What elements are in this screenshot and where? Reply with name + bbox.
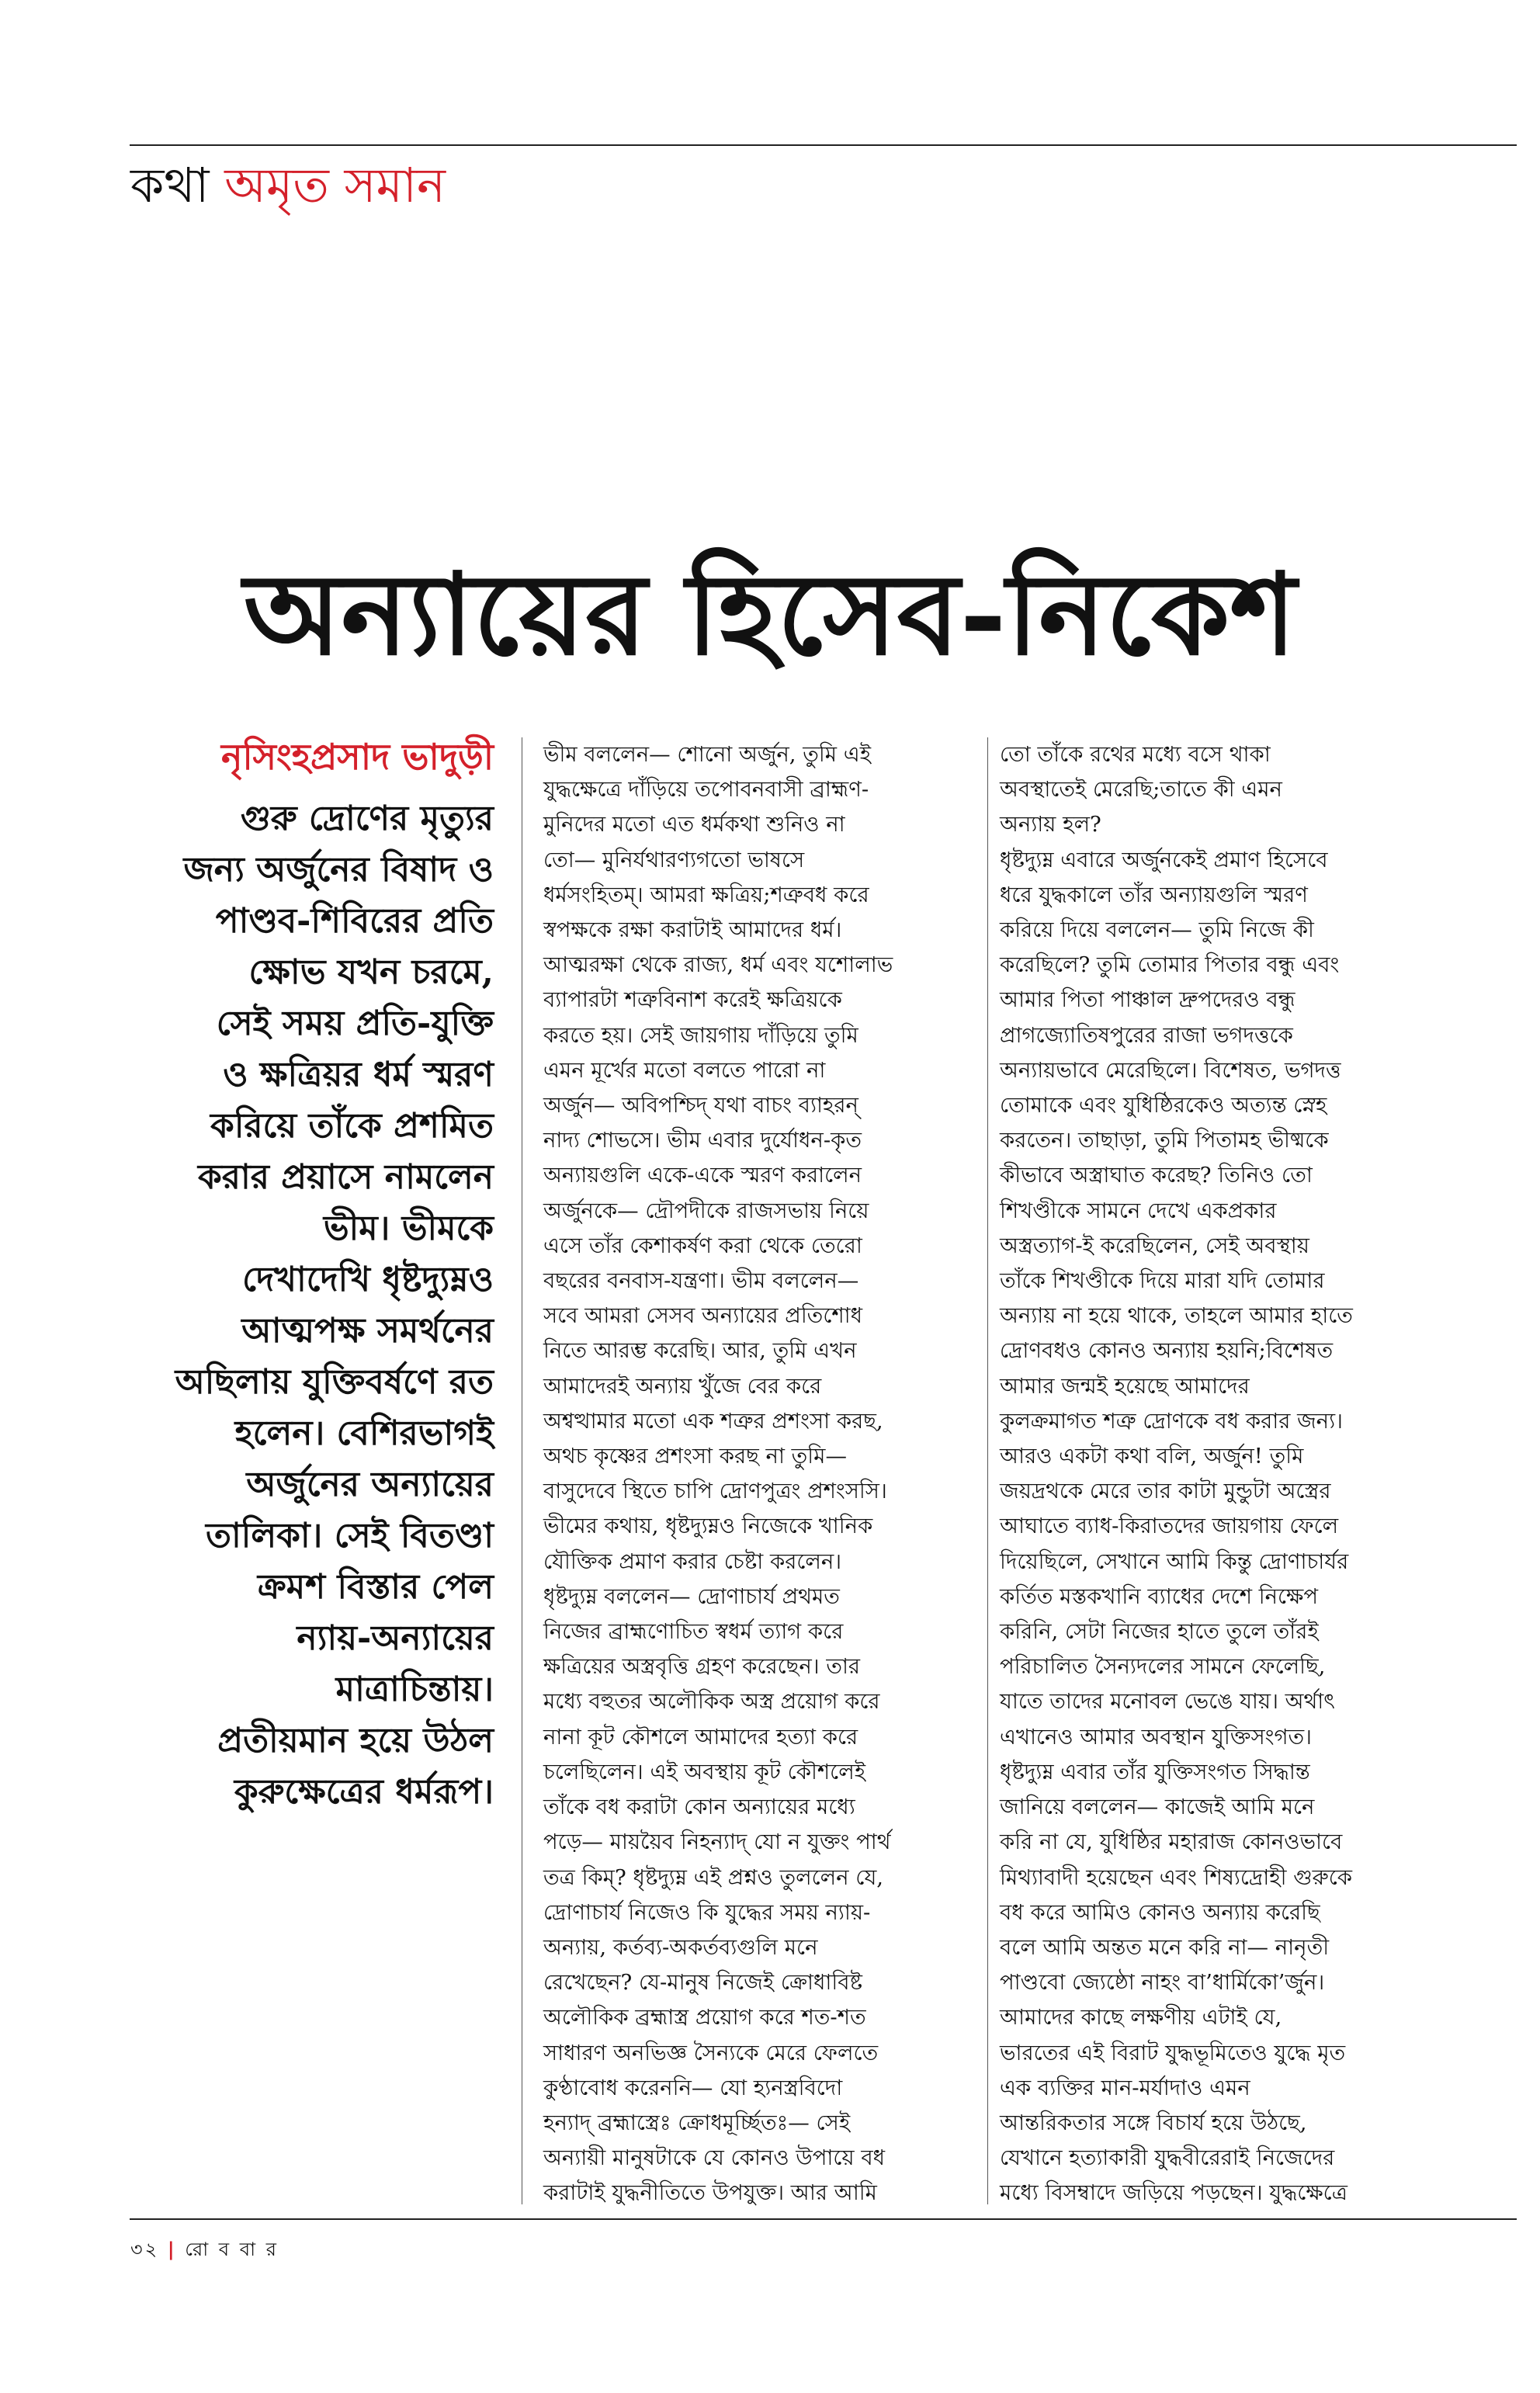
page-number: ৩২ (130, 2239, 160, 2260)
column-divider-right (987, 737, 988, 2204)
author-name: নৃসিংহপ্রসাদ ভাদুড়ী (221, 736, 494, 778)
article-headline: অন্যায়ের হিসেব-নিকেশ (243, 549, 1297, 681)
article-intro: গুরু দ্রোণের মৃত্যুর জন্য অর্জুনের বিষাদ ও পাণ্ডব-শিবিরের প্রতি ক্ষোভ যখন চরমে, সেই সময় প্রতি-যুক্তি ও ক্ষত্রিয়র ধর্ম স্মরণ করিয়ে তাঁকে প্রশমিত করার প্রয়াসে নামলেন ভীম। ভীমকে দেখাদেখি ধৃষ্টদ্যুম্নও আত্মপক্ষ সমর্থনের অছিলায় যুক্তিবর্ষণে রত হলেন। বেশিরভাগই অর্জুনের অন্যায়ের তালিকা। সেই বিতণ্ডা ক্রমশ বিস্তার পেল ন্যায়-অন্যায়ের মাত্রাচিন্তায়। প্রতীয়মান হয়ে উঠল কুরুক্ষেত্রের ধর্মরূপ। (175, 799, 494, 1812)
section-label-black: কথা (130, 157, 210, 213)
page-footer (130, 2235, 279, 2266)
footer-separator: | (167, 2239, 177, 2260)
section-header (130, 159, 446, 212)
publication-name: রো ব বা র (185, 2239, 279, 2260)
bottom-rule (130, 2218, 1517, 2220)
article-column-2: তো তাঁকে রথের মধ্যে বসে থাকা অবস্থাতেই মেরেছি;তাতে কী এমন অন্যায় হল? ধৃষ্টদ্যুম্ন এবারে অর্জুনকেই প্রমাণ হিসেবে ধরে যুদ্ধকালে তাঁর অন্যায়গুলি স্মরণ করিয়ে দিয়ে বললেন— তুমি নিজে কী করেছিলে? তুমি তোমার পিতার বন্ধু এবং আমার পিতা পাঞ্চাল দ্রুপদেরও বন্ধু প্রাগজ্যোতিষপুরের রাজা ভগদত্তকে অন্যায়ভাবে মেরেছিলে। বিশেষত, ভগদত্ত তোমাকে এবং যুধিষ্ঠিরকেও অত্যন্ত স্নেহ করতেন। তাছাড়া, তুমি পিতামহ ভীষ্মকে কীভাবে অস্ত্রাঘাত করেছ? তিনিও তো শিখণ্ডীকে সামনে দেখে একপ্রকার অস্ত্রত্যাগ-ই করেছিলেন, সেই অবস্থায় তাঁকে শিখণ্ডীকে দিয়ে মারা যদি তোমার অন্যায় না হয়ে থাকে, তাহলে আমার হাতে দ্রোণবধও কোনও অন্যায় হয়নি;বিশেষত আমার জন্মই হয়েছে আমাদের কুলক্রমাগত শত্রু দ্রোণকে বধ করার জন্য। আরও একটা কথা বলি, অর্জুন! তুমি জয়দ্রথকে মেরে তার কাটা মুন্ডুটা অস্ত্রের আঘাতে ব্যাধ-কিরাতদের জায়গায় ফেলে দিয়েছিলে, সেখানে আমি কিন্তু দ্রোণাচার্যর কর্তিত মস্তকখানি ব্যাধের দেশে নিক্ষেপ করিনি, সেটা নিজের হাতে তুলে তাঁরই পরিচালিত সৈন্যদলের সামনে ফেলেছি, যাতে তাদের মনোবল ভেঙে যায়। অর্থাৎ এখানেও আমার অবস্থান যুক্তিসংগত। ধৃষ্টদ্যুম্ন এবার তাঁর যুক্তিসংগত সিদ্ধান্ত জানিয়ে বললেন— কাজেই আমি মনে করি না যে, যুধিষ্ঠির মহারাজ কোনওভাবে মিথ্যাবাদী হয়েছেন এবং শিষ্যদ্রোহী গুরুকে বধ করে আমিও কোনও অন্যায় করেছি বলে আমি অন্তত মনে করি না— নানৃতী পাণ্ডবো জ্যেষ্ঠো নাহং বা’ধার্মিকো’র্জুন। আমাদের কাছে লক্ষণীয় এটাই যে, ভারতের এই বিরাট যুদ্ধভূমিতেও যুদ্ধে মৃত এক ব্যক্তির মান-মর্যাদাও এমন আন্তরিকতার সঙ্গে বিচার্য হয়ে উঠছে, যেখানে হত্যাকারী যুদ্ধবীরেরাই নিজেদের মধ্যে বিসম্বাদে জড়িয়ে পড়ছেন। যুদ্ধক্ষেত্রে (1000, 742, 1353, 2206)
top-rule (130, 144, 1517, 146)
article-column-1: ভীম বললেন— শোনো অর্জুন, তুমি এই যুদ্ধক্ষেত্রে দাঁড়িয়ে তপোবনবাসী ব্রাহ্মণ- মুনিদের মতো এত ধর্মকথা শুনিও না তো— মুনির্যথারণ্যগতো ভাষসে ধর্মসংহিতম্। আমরা ক্ষত্রিয়;শত্রুবধ করে স্বপক্ষকে রক্ষা করাটাই আমাদের ধর্ম। আত্মরক্ষা থেকে রাজ্য, ধর্ম এবং যশোলাভ ব্যাপারটা শত্রুবিনাশ করেই ক্ষত্রিয়কে করতে হয়। সেই জায়গায় দাঁড়িয়ে তুমি এমন মূর্খের মতো বলতে পারো না অর্জুন— অবিপশ্চিদ্ যথা বাচং ব্যাহরন্ নাদ্য শোভসে। ভীম এবার দুর্যোধন-কৃত অন্যায়গুলি একে-একে স্মরণ করালেন অর্জুনকে— দ্রৌপদীকে রাজসভায় নিয়ে এসে তাঁর কেশাকর্ষণ করা থেকে তেরো বছরের বনবাস-যন্ত্রণা। ভীম বললেন— সবে আমরা সেসব অন্যায়ের প্রতিশোধ নিতে আরম্ভ করেছি। আর, তুমি এখন আমাদেরই অন্যায় খুঁজে বের করে অশ্বত্থামার মতো এক শত্রুর প্রশংসা করছ, অথচ কৃষ্ণের প্রশংসা করছ না তুমি— বাসুদেবে স্থিতে চাপি দ্রোণপুত্রং প্রশংসসি। ভীমের কথায়, ধৃষ্টদ্যুম্নও নিজেকে খানিক যৌক্তিক প্রমাণ করার চেষ্টা করলেন। ধৃষ্টদ্যুম্ন বললেন— দ্রোণাচার্য প্রথমত নিজের ব্রাহ্মণোচিত স্বধর্ম ত্যাগ করে ক্ষত্রিয়ের অস্ত্রবৃত্তি গ্রহণ করেছেন। তার মধ্যে বহুতর অলৌকিক অস্ত্র প্রয়োগ করে নানা কূট কৌশলে আমাদের হত্যা করে চলেছিলেন। এই অবস্থায় কূট কৌশলেই তাঁকে বধ করাটা কোন অন্যায়ের মধ্যে পড়ে— মায়য়ৈব নিহন্যাদ্ যো ন যুক্তং পার্থ তত্র কিম্? ধৃষ্টদ্যুম্ন এই প্রশ্নও তুললেন যে, দ্রোণাচার্য নিজেও কি যুদ্ধের সময় ন্যায়- অন্যায়, কর্তব্য-অকর্তব্যগুলি মনে রেখেছেন? যে-মানুষ নিজেই ক্রোধাবিষ্ট অলৌকিক ব্রহ্মাস্ত্র প্রয়োগ করে শত-শত সাধারণ অনভিজ্ঞ সৈন্যকে মেরে ফেলতে কুণ্ঠাবোধ করেননি— যো হ্যনস্ত্রবিদো হন্যাদ্ ব্রহ্মাস্ত্রেঃ ক্রোধমূর্চ্ছিতঃ— সেই অন্যায়ী মানুষটাকে যে কোনও উপায়ে বধ করাটাই যুদ্ধনীতিতে উপযুক্ত। আর আমি (543, 742, 893, 2206)
section-label-red: অমৃত সমান (224, 157, 446, 213)
